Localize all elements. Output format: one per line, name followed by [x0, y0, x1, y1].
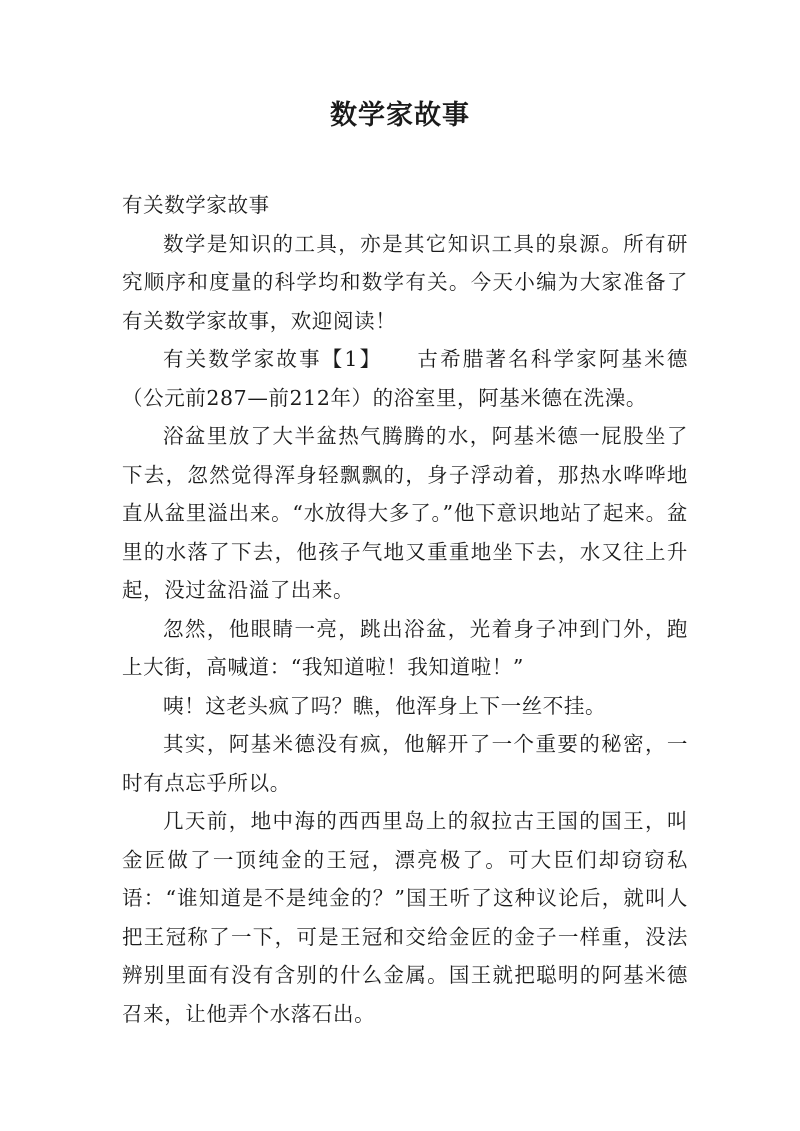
document-title: 数学家故事	[330, 100, 470, 131]
paragraph-crown: 几天前，地中海的西西里岛上的叙拉古王国的国王，叫金匠做了一顶纯金的王冠，漂亮极了。可大臣们却窃窃私语：“谁知道是不是纯金的？”国王听了这种议论后，就叫人把王冠称了一下，可是王冠和交给金匠的金子一样重，没法辨别里面有没有含别的什么金属。国王就把聪明的阿基米德召来，让他弄个水落石出。	[122, 809, 688, 1026]
paragraph-explanation: 其实，阿基米德没有疯，他解开了一个重要的秘密，一时有点忘乎所以。	[122, 732, 688, 795]
paragraph-story-opening: 有关数学家故事【1】 古希腊著名科学家阿基米德（公元前287—前212年）的浴室里，阿基米德在洗澡。	[122, 347, 688, 410]
document-body	[122, 186, 688, 1033]
paragraph-onlookers: 咦！这老头疯了吗？瞧，他浑身上下一丝不挂。	[163, 693, 607, 718]
paragraph-bath: 浴盆里放了大半盆热气腾腾的水，阿基米德一屁股坐了下去，忽然觉得浑身轻飘飘的，身子浮动着，那热水哗哗地直从盆里溢出来。“水放得大多了。”他下意识地站了起来。盆里的水落了下去，他孩子气地又重重地坐下去，水又往上升起，没过盆沿溢了出来。	[122, 424, 688, 602]
paragraph-intro: 数学是知识的工具，亦是其它知识工具的泉源。所有研究顺序和度量的科学均和数学有关。今天小编为大家准备了有关数学家故事，欢迎阅读！	[122, 231, 688, 333]
section-heading: 有关数学家故事	[122, 193, 270, 217]
paragraph-eureka: 忽然，他眼睛一亮，跳出浴盆，光着身子冲到门外，跑上大街，高喊道：“我知道啦！我知道啦！”	[122, 616, 688, 679]
